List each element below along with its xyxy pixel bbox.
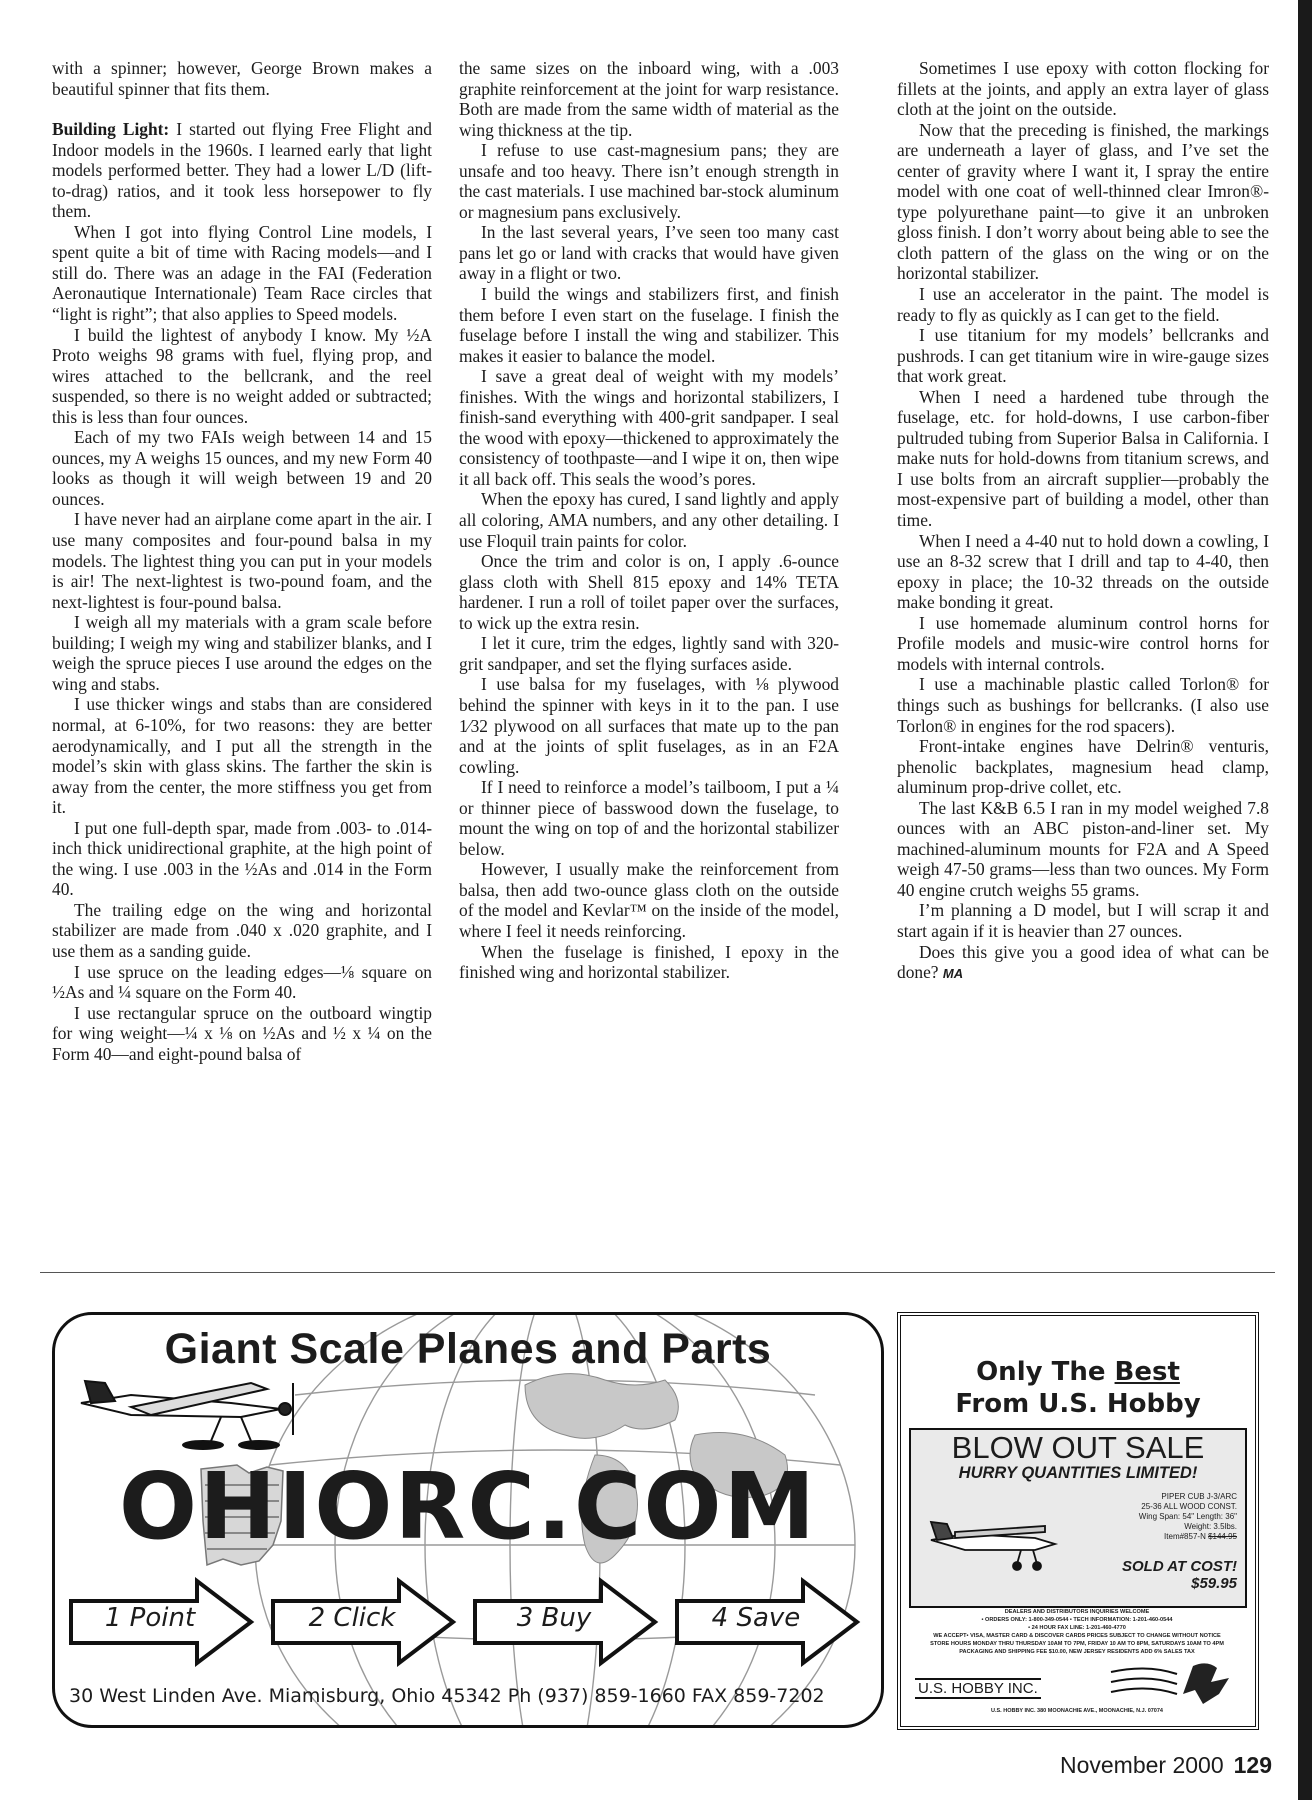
paragraph-final	[897, 942, 1269, 985]
end-mark-logo: MA	[942, 966, 964, 982]
step-click-arrow	[269, 1577, 459, 1667]
company-address: U.S. HOBBY INC. 380 MOONACHIE AVE., MOONACHIE, N.J. 07074	[991, 1708, 1163, 1714]
sale-banner: BLOW OUT SALE	[951, 1430, 1205, 1465]
step-save-arrow	[673, 1577, 863, 1667]
page-edge	[1298, 0, 1312, 1800]
paragraph: I use an accelerator in the paint. The model is ready to fly as quickly as I can get to the field.	[897, 284, 1269, 325]
paragraph: I use homemade aluminum control horns for Profile models and music-wire control horns for models with internal controls.	[897, 612, 1269, 674]
fine-line: • ORDERS ONLY: 1-800-349-0544 • TECH INFORMATION: 1-201-460-0544	[981, 1617, 1173, 1623]
paragraph: When the epoxy has cured, I sand lightly and apply all coloring, AMA numbers, and any other detailing. I use Floquil train paints for color.	[459, 489, 839, 551]
paragraph: I use rectangular spruce on the outboard wingtip for wing weight—¼ x ⅛ on ½As and ½ x ¼ on the Form 40—and eight-pound balsa of	[52, 1002, 432, 1064]
paragraph: When I need a hardened tube through the fuselage, etc. for hold-downs, I use carbon-fiber pultruded tubing from Superior Balsa in California. I make nuts for hold-downs from titanium screws, and I use bolts from an aircraft supplier—probably the most-expensive part of building a model, other than time.	[897, 386, 1269, 531]
airplane-icon	[71, 1363, 311, 1463]
item-number: Item#857-N	[1164, 1532, 1206, 1541]
paragraph: the same sizes on the inboard wing, with a .003 graphite reinforcement at the joint for warp resistance. Both are made from the same width of material as the wing thickness at the tip.	[459, 58, 839, 140]
step-point-arrow	[67, 1577, 257, 1667]
old-price: $144.95	[1208, 1532, 1237, 1541]
column-3	[897, 58, 1269, 1268]
paragraph: I use thicker wings and stabs than are considered normal, at 6-10%, for two reasons: they are better aerodynamically, and I put all the strength in the model’s skin with glass skins. The farther the skin is away from the center, the more stiffness you get from it.	[52, 694, 432, 818]
paragraph: In the last several years, I’ve seen too many cast pans let go or land with cracks that would have given away in a flight or two.	[459, 222, 839, 284]
price-value: $59.95	[1191, 1575, 1237, 1592]
cub-airplane-icon	[925, 1510, 1065, 1580]
paragraph: The last K&B 6.5 I ran in my model weighed 7.8 ounces with an ABC piston-and-liner set. My machined-aluminum mounts for F2A and A Speed weigh 47-50 grams—less than two ounces. My Form 40 engine crutch weighs 55 grams.	[897, 797, 1269, 900]
fine-line: DEALERS AND DISTRIBUTORS INQUIRIES WELCOME	[1004, 1609, 1150, 1615]
eagle-flag-icon	[1107, 1660, 1237, 1708]
paragraph: When I need a 4-40 nut to hold down a cowling, I use an 8-32 screw that I drill and tap to 4-40, then epoxy in place; the 10-32 threads on the outside make bonding it great.	[897, 530, 1269, 613]
step-label: 3 Buy	[516, 1603, 592, 1633]
fine-line: STORE HOURS MONDAY THRU THURSDAY 10AM TO 7PM, FRIDAY 10 AM TO 8PM, SATURDAYS 10AM TO 4PM	[930, 1641, 1224, 1647]
fine-line: PACKAGING AND SHIPPING FEE $10.00, NEW JERSEY RESIDENTS ADD 6% SALES TAX	[959, 1649, 1195, 1655]
paragraph: I build the wings and stabilizers first, and finish them before I even start on the fuselage. I finish the fuselage before I install the wing and stabilizer. This makes it easier to balance the model.	[459, 284, 839, 366]
paragraph: Front-intake engines have Delrin® venturis, phenolic backplates, magnesium head clamp, aluminum prop-drive collet, etc.	[897, 736, 1269, 798]
article-body	[52, 58, 1270, 1268]
ad-headline: Giant Scale Planes and Parts	[164, 1325, 772, 1373]
paragraph: I use a machinable plastic called Torlon® for things such as bushings for bellcranks. (I also use Torlon® in engines for the rod spacers).	[897, 674, 1269, 736]
paragraph: I save a great deal of weight with my models’ finishes. With the wings and horizontal stabilizers, I finish-sand everything with 400-grit sandpaper. I seal the wood with epoxy—thickened to approximately the consistency of toothpaste—and I wipe it on, then wipe it all back off. This seals the wood’s pores.	[459, 366, 839, 489]
paragraph: Sometimes I use epoxy with cotton flocking for fillets at the joints, and apply an extra layer of glass cloth at the joint on the outside.	[897, 58, 1269, 120]
spec-line: Wing Span: 54" Length: 36"	[1138, 1512, 1237, 1521]
ohiorc-advertisement[interactable]	[52, 1312, 884, 1728]
sold-label: SOLD AT COST!	[1122, 1558, 1237, 1575]
paragraph: When I got into flying Control Line models, I spent quite a bit of time with Racing models—and I still do. There was an adage in the FAI (Federation Aeronautique Internationale) Team Race circles that “light is right”; that also applies to Speed models.	[52, 221, 432, 325]
page-footer	[1060, 1752, 1272, 1779]
fine-line: WE ACCEPT• VISA, MASTER CARD & DISCOVER CARDS PRICES SUBJECT TO CHANGE WITHOUT NOTICE	[933, 1633, 1221, 1639]
step-label: 4 Save	[711, 1603, 801, 1633]
paragraph: I weigh all my materials with a gram scale before building; I weigh my wing and stabilizer blanks, and I weigh the spruce pieces I use around the edges on the wing and stabs.	[52, 612, 432, 694]
paragraph: I use titanium for my models’ bellcranks and pushrods. I can get titanium wire in wire-gauge sizes that work great.	[897, 325, 1269, 387]
headline-line-2: From U.S. Hobby	[955, 1389, 1201, 1419]
spec-line: 25-36 ALL WOOD CONST.	[1141, 1502, 1237, 1511]
paragraph: I use spruce on the leading edges—⅛ square on ½As and ¼ square on the Form 40.	[52, 961, 432, 1003]
section-divider	[40, 1272, 1275, 1273]
step-label: 2 Click	[308, 1603, 396, 1633]
spec-line: Weight: 3.5lbs.	[1184, 1522, 1237, 1531]
spec-line: PIPER CUB J-3/ARC	[1161, 1492, 1237, 1501]
company-logo: U.S. HOBBY INC.	[915, 1678, 1041, 1699]
section-paragraph	[52, 119, 432, 222]
sale-subtitle: HURRY QUANTITIES LIMITED!	[958, 1464, 1198, 1482]
paragraph: Each of my two FAIs weigh between 14 and 15 ounces, my A weighs 15 ounces, and my new Form 40 looks as though it will weigh between 19 and 20 ounces.	[52, 427, 432, 509]
column-2	[459, 58, 839, 1268]
paragraph-text: I started out flying Free Flight and Indoor models in the 1960s. I learned early that light models performed better. They had a lower L/D (lift-to-drag) ratios, and it took less horsepower to fly them.	[52, 119, 432, 222]
paragraph: with a spinner; however, George Brown makes a beautiful spinner that fits them.	[52, 58, 432, 99]
paragraph: However, I usually make the reinforcement from balsa, then add two-ounce glass cloth on the outside of the model and Kevlar™ on the inside of the model, where I feel it needs reinforcing.	[459, 859, 839, 941]
section-lead: Building Light:	[52, 119, 170, 140]
ohiorc-url[interactable]: OHIORC.COM	[118, 1453, 818, 1560]
step-buy-arrow	[471, 1577, 661, 1667]
paragraph: Now that the preceding is finished, the markings are underneath a layer of glass, and I’ve set the center of gravity where I want it, I spray the entire model with one coat of well-thinned clear Imron®-type polyurethane paint—to give it an unbroken gloss finish. I don’t worry about being able to see the cloth pattern of the glass on the wing or on the horizontal stabilizer.	[897, 119, 1269, 284]
ad-headline	[901, 1356, 1255, 1420]
column-1	[52, 58, 432, 1268]
paragraph: I have never had an airplane come apart in the air. I use many composites and four-pound balsa in my models. The lightest thing you can put in your models is air! The next-lightest is two-pound foam, and the next-lightest is four-pound balsa.	[52, 509, 432, 612]
us-hobby-advertisement[interactable]	[897, 1312, 1259, 1730]
paragraph: The trailing edge on the wing and horizontal stabilizer are made from .040 x .020 graphite, and I use them as a sanding guide.	[52, 899, 432, 961]
paragraph: I refuse to use cast-magnesium pans; they are unsafe and too heavy. There isn’t enough strength in the cast materials. I use machined bar-stock aluminum or magnesium pans exclusively.	[459, 140, 839, 222]
sale-price	[1122, 1558, 1237, 1592]
paragraph: When the fuselage is finished, I epoxy in the finished wing and horizontal stabilizer.	[459, 941, 839, 983]
page-number: 129	[1233, 1752, 1272, 1778]
sale-box	[909, 1428, 1247, 1608]
paragraph: If I need to reinforce a model’s tailboom, I put a ¼ or thinner piece of basswood down the fuselage, to mount the wing on top of and the horizontal stabilizer below.	[459, 777, 839, 859]
headline-best: Best	[1114, 1357, 1180, 1387]
headline-line-1	[901, 1356, 1255, 1388]
item-line	[1097, 1532, 1237, 1542]
paragraph-text: Does this give you a good idea of what can be done?	[897, 941, 1269, 983]
paragraph: I let it cure, trim the edges, lightly sand with 320-grit sandpaper, and set the flying surfaces aside.	[459, 633, 839, 674]
product-specs	[1097, 1492, 1237, 1542]
paragraph: Once the trim and color is on, I apply .6-ounce glass cloth with Shell 815 epoxy and 14% TETA hardener. I run a roll of toilet paper over the surfaces, to wick up the extra resin.	[459, 551, 839, 633]
paragraph: I build the lightest of anybody I know. My ½A Proto weighs 98 grams with fuel, flying prop, and wires attached to the bellcrank, and the reel suspended, so there is no weight added or subtracted; this is less than four ounces.	[52, 324, 432, 427]
headline-text: Only The	[976, 1357, 1106, 1387]
fine-line: • 24 HOUR FAX LINE: 1-201-460-4770	[1028, 1625, 1126, 1631]
paragraph: I use balsa for my fuselages, with ⅛ plywood behind the spinner with keys in it to the pan. I use 1⁄32 plywood on all surfaces that mate up to the pan and at the joints of split fuselages, as in an F2A cowling.	[459, 674, 839, 777]
fine-print	[909, 1608, 1245, 1656]
paragraph: I’m planning a D model, but I will scrap it and start again if it is heavier than 27 ounces.	[897, 900, 1269, 941]
ad-address: 30 West Linden Ave. Miamisburg, Ohio 45342 Ph (937) 859-1660 FAX 859-7202	[69, 1685, 825, 1707]
paragraph: I put one full-depth spar, made from .003- to .014-inch thick unidirectional graphite, at the high point of the wing. I use .003 in the ½As and .014 in the Form 40.	[52, 817, 432, 900]
step-label: 1 Point	[104, 1603, 196, 1633]
issue-date: November 2000	[1059, 1752, 1224, 1778]
